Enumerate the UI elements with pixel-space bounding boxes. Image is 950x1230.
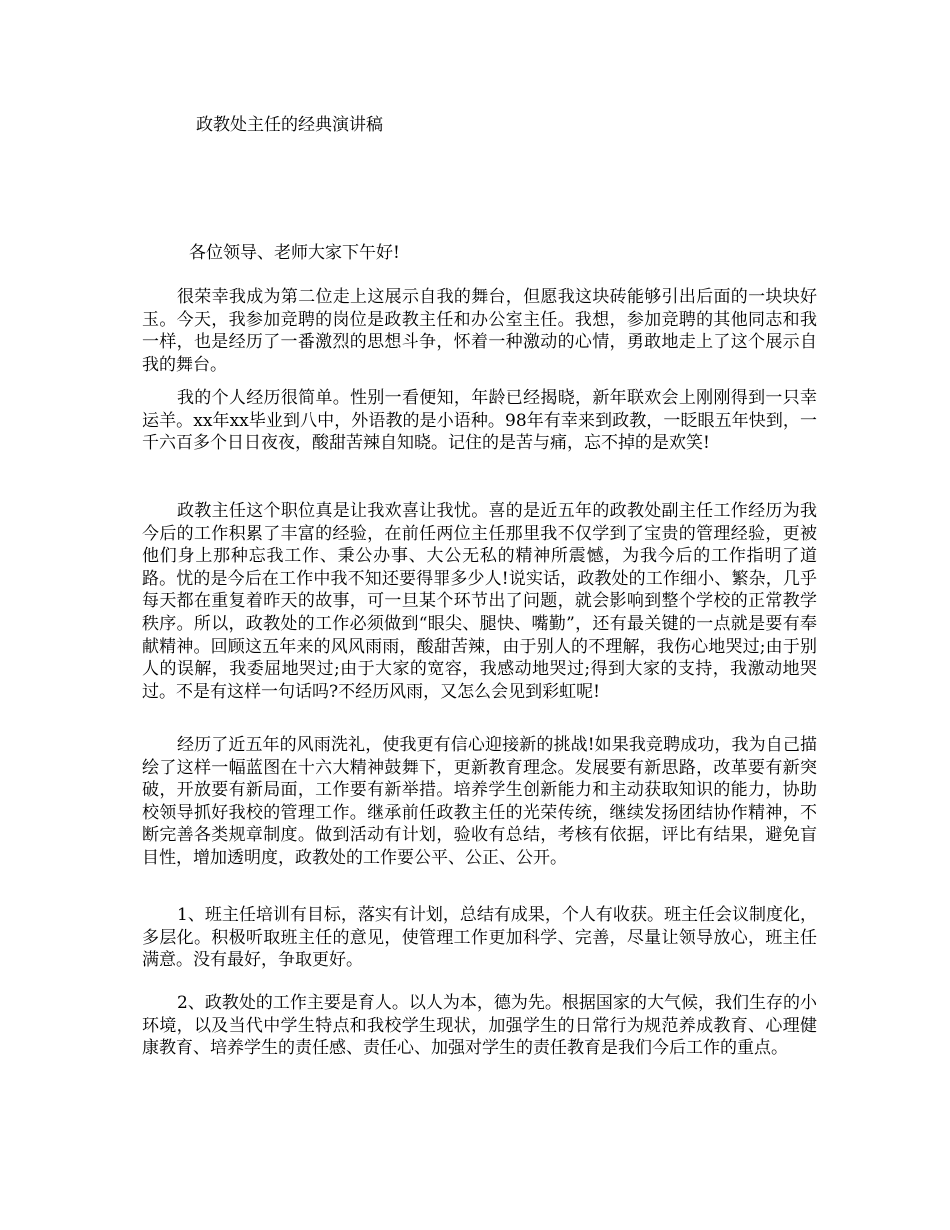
paragraph-personal-experience: 我的个人经历很简单。性别一看便知，年龄已经揭晓，新年联欢会上刚刚得到一只幸运羊。xx年xx毕业到八中，外语教的是小语种。98年有幸来到政教，一眨眼五年快到，一千六百多个日日夜夜，酸甜苦辣自知晓。记住的是苦与痛，忘不掉的是欢笑! — [142, 388, 817, 454]
paragraph-item-2: 2、政教处的工作主要是育人。以人为本，德为先。根据国家的大气候，我们生存的小环境，以及当代中学生特点和我校学生现状，加强学生的日常行为规范养成教育、心理健康教育、培养学生的责任感、责任心、加强对学生的责任教育是我们今后工作的重点。 — [142, 993, 817, 1059]
paragraph-intro: 很荣幸我成为第二位走上这展示自我的舞台，但愿我这块砖能够引出后面的一块块好玉。今天，我参加竞聘的岗位是政教主任和办公室主任。我想，参加竞聘的其他同志和我一样，也是经历了一番激烈的思想斗争，怀着一种激动的心情，勇敢地走上了这个展示自我的舞台。 — [142, 287, 817, 375]
paragraph-item-1: 1、班主任培训有目标，落实有计划，总结有成果，个人有收获。班主任会议制度化，多层化。积极听取班主任的意见，使管理工作更加科学、完善，尽量让领导放心，班主任满意。没有最好，争取更好。 — [142, 905, 817, 971]
document-title: 政教处主任的经典演讲稿 — [196, 115, 383, 135]
paragraph-plan: 经历了近五年的风雨洗礼，使我更有信心迎接新的挑战!如果我竞聘成功，我为自己描绘了这样一幅蓝图在十六大精神鼓舞下，更新教育理念。发展要有新思路，改革要有新突破，开放要有新局面，工作要有新举措。培养学生创新能力和主动获取知识的能力，协助校领导抓好我校的管理工作。继承前任政教主任的光荣传统，继续发扬团结协作精神，不断完善各类规章制度。做到活动有计划，验收有总结，考核有依据，评比有结果，避免盲目性，增加透明度，政教处的工作要公平、公正、公开。 — [142, 735, 817, 868]
greeting-line: 各位领导、老师大家下午好! — [189, 243, 400, 263]
paragraph-job-reflection: 政教主任这个职位真是让我欢喜让我忧。喜的是近五年的政教处副主任工作经历为我今后的工作积累了丰富的经验，在前任两位主任那里我不仅学到了宝贵的管理经验，更被他们身上那种忘我工作、秉公办事、大公无私的精神所震憾，为我今后的工作指明了道路。忧的是今后在工作中我不知还要得罪多少人!说实话，政教处的工作细小、繁杂，几乎每天都在重复着昨天的故事，可一旦某个环节出了问题，就会影响到整个学校的正常教学秩序。所以，政教处的工作必须做到“眼尖、腿快、嘴勤”，还有最关键的一点就是要有奉献精神。回顾这五年来的风风雨雨，酸甜苦辣，由于别人的不理解，我伤心地哭过;由于别人的误解，我委屈地哭过;由于大家的宽容，我感动地哭过;得到大家的支持，我激动地哭过。不是有这样一句话吗?不经历风雨，又怎么会见到彩虹呢! — [142, 501, 817, 702]
